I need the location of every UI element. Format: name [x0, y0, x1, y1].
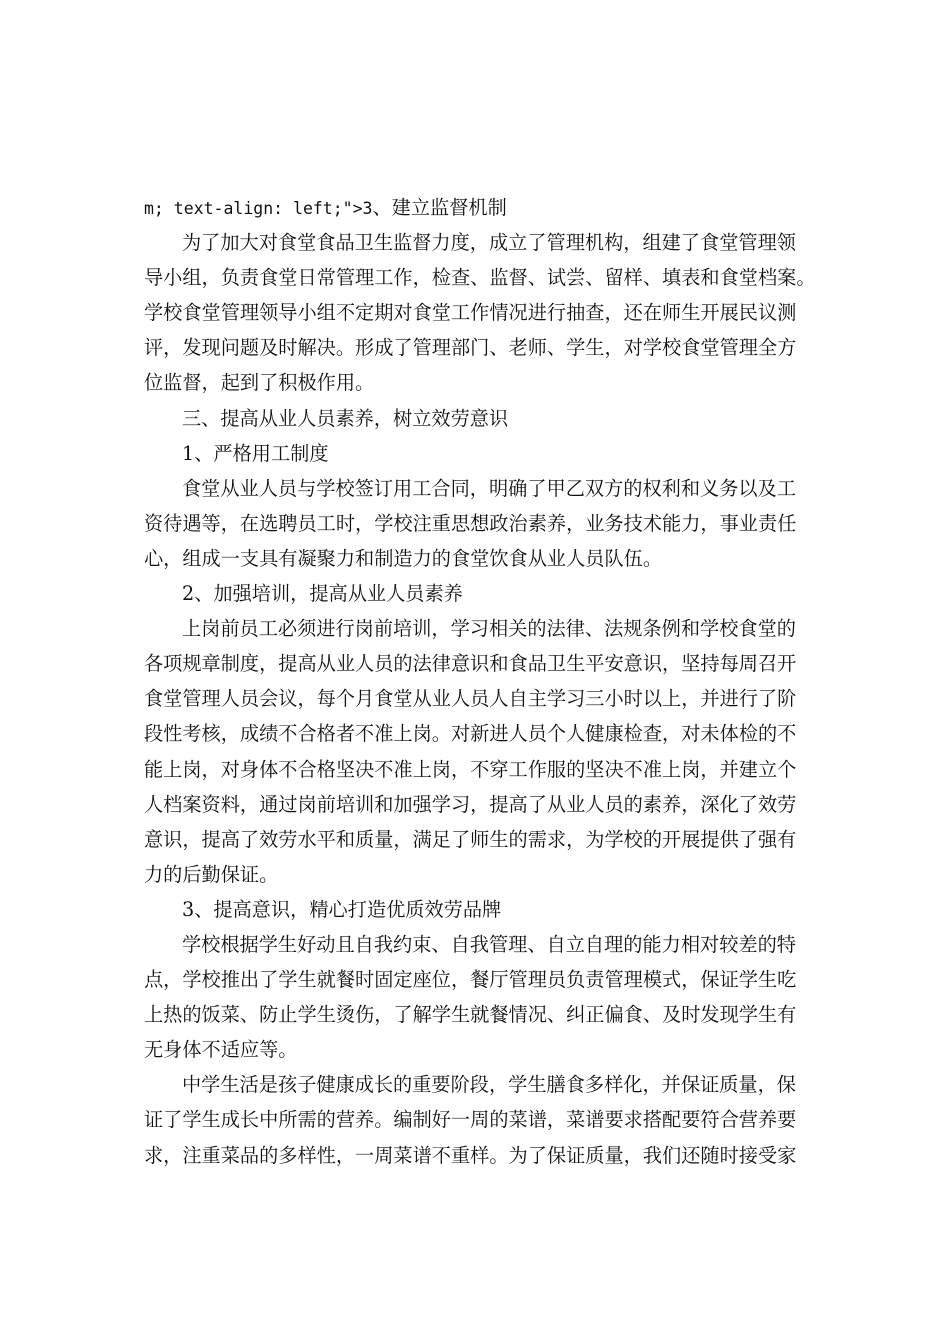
text-line: 1、严格用工制度	[182, 441, 329, 465]
text-line: 段性考核，成绩不合格者不准上岗。对新进人员个人健康检查，对未体检的不	[144, 722, 797, 746]
text-line: 三、提高从业人员素养，树立效劳意识	[182, 406, 509, 430]
text-line: 食堂从业人员与学校签订用工合同，明确了甲乙双方的权利和义务以及工	[182, 476, 796, 500]
text-line: 学校食堂管理领导小组不定期对食堂工作情况进行抽查，还在师生开展民议测	[144, 301, 797, 325]
text-line: 能上岗，对身体不合格坚决不准上岗，不穿工作服的坚决不准上岗，并建立个	[144, 757, 797, 781]
text-line: 学校根据学生好动且自我约束、自我管理、自立自理的能力相对较差的特	[182, 932, 796, 956]
text-line: 位监督，起到了积极作用。	[144, 371, 375, 395]
text-line: 求，注重菜品的多样性，一周菜谱不重样。为了保证质量，我们还随时接受家	[144, 1143, 797, 1167]
code-fragment: m; text-align: left;">3	[144, 199, 373, 218]
text-line: 证了学生成长中所需的营养。编制好一周的菜谱，菜谱要求搭配要符合营养要	[144, 1108, 797, 1132]
text-line: 评，发现问题及时解决。形成了管理部门、老师、学生，对学校食堂管理全方	[144, 336, 797, 360]
text-line: 中学生活是孩子健康成长的重要阶段，学生膳食多样化，并保证质量，保	[182, 1073, 796, 1097]
text-line: 心，组成一支具有凝聚力和制造力的食堂饮食从业人员队伍。	[144, 546, 663, 570]
text-line: 力的后勤保证。	[144, 862, 279, 886]
text-line: 资待遇等，在选聘员工时，学校注重思想政治素养，业务技术能力，事业责任	[144, 511, 797, 535]
document-body	[144, 190, 816, 1173]
text-line: 食堂管理人员会议，每个月食堂从业人员人自主学习三小时以上，并进行了阶	[144, 687, 797, 711]
text-line	[144, 190, 809, 225]
text-line: 上热的饭菜、防止学生烫伤，了解学生就餐情况、纠正偏食、及时发现学生有	[144, 1003, 797, 1027]
text-line: 导小组，负责食堂日常管理工作，检查、监督、试尝、留样、填表和食堂档案。	[144, 266, 816, 290]
text-line: 人档案资料，通过岗前培训和加强学习，提高了从业人员的素养，深化了效劳	[144, 792, 797, 816]
text-line: 上岗前员工必须进行岗前培训，学习相关的法律、法规条例和学校食堂的	[182, 617, 796, 641]
text-line: 无身体不适应等。	[144, 1038, 298, 1062]
text-line: 各项规章制度，提高从业人员的法律意识和食品卫生平安意识，坚持每周召开	[144, 652, 797, 676]
text-line: 意识，提高了效劳水平和质量，满足了师生的需求，为学校的开展提供了强有	[144, 827, 797, 851]
text-line: 2、加强培训，提高从业人员素养	[182, 582, 463, 606]
text-line: 3、提高意识，精心打造优质效劳品牌	[182, 897, 502, 921]
text-line: 为了加大对食堂食品卫生监督力度，成立了管理机构，组建了食堂管理领	[182, 231, 796, 255]
text-lines	[144, 225, 816, 1173]
heading-fragment: 、建立监督机制	[372, 196, 507, 219]
text-line: 点，学校推出了学生就餐时固定座位，餐厅管理员负责管理模式，保证学生吃	[144, 968, 797, 992]
